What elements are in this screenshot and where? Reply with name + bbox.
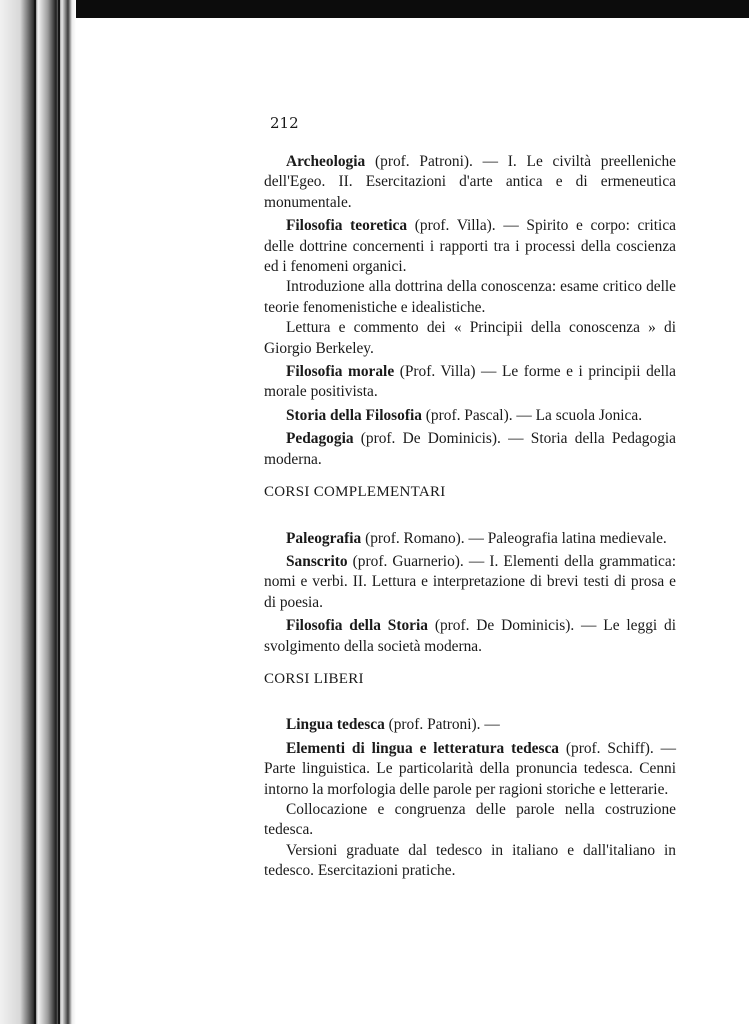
- course-description: (prof. Schiff). — Parte linguistica. Le particolarità della pronuncia tedesca. Cenni intorno la morfologia delle parole per ragioni storiche e letterarie.: [264, 739, 677, 798]
- paragraph: Introduzione alla dottrina della conoscenza: esame critico delle teorie fenomenistiche e idealistiche.: [264, 278, 676, 316]
- course-description: (Prof. Villa) — Le forme e i principii della morale positivista.: [264, 363, 676, 401]
- section-heading-liberi: CORSI LIBERI: [264, 670, 364, 687]
- course-title: Paleografia: [286, 529, 362, 547]
- spine-line: [34, 0, 36, 1024]
- entry-filosofia-teoretica: [264, 216, 676, 277]
- course-title: Filosofia teoretica: [286, 217, 408, 235]
- page-text: [264, 152, 676, 882]
- scan-top-edge: [0, 0, 749, 18]
- section-heading-complementari: CORSI COMPLEMENTARI: [264, 484, 446, 501]
- course-description: (prof. Pascal). — La scuola Jonica.: [421, 406, 643, 424]
- entry-pedagogia: [264, 429, 676, 470]
- course-description: (prof. De Dominicis). — Le leggi di svolgimento della società moderna.: [264, 617, 676, 655]
- course-title: Elementi di lingua e letteratura tedesca: [286, 739, 559, 757]
- page-number: 212: [270, 114, 299, 132]
- entry-filosofia-storia: [264, 616, 676, 657]
- course-description: (prof. Villa). — Spirito e corpo: critica delle dottrine concernenti i rapporti tra i processi della coscienza ed i fenomeni organici.: [264, 217, 676, 276]
- course-title: Storia della Filosofia: [286, 406, 422, 424]
- course-description: (prof. Patroni). —: [384, 716, 500, 734]
- course-description: (prof. Guarnerio). — I. Elementi della grammatica: nomi e verbi. II. Lettura e interpretazione di brevi testi di prosa e di poesia.: [264, 552, 676, 611]
- entry-lingua-tedesca: [264, 715, 676, 735]
- course-description: (prof. De Dominicis). — Storia della Pedagogia moderna.: [264, 430, 676, 468]
- entry-paleografia: [264, 529, 676, 549]
- entry-archeologia: [264, 152, 676, 213]
- entry-elementi-tedesca: [264, 739, 676, 800]
- book-spine-edge: [0, 0, 76, 1024]
- course-title: Lingua tedesca: [286, 716, 385, 734]
- paragraph: Collocazione e congruenza delle parole nella costruzione tedesca.: [264, 800, 676, 839]
- paragraph: Versioni graduate dal tedesco in italiano e dall'italiano in tedesco. Esercitazioni pratiche.: [264, 841, 676, 880]
- entry-sanscrito: [264, 552, 676, 613]
- course-title: Sanscrito: [286, 552, 348, 570]
- entry-storia-filosofia: [264, 406, 676, 426]
- course-title: Filosofia morale: [286, 363, 395, 381]
- course-description: (prof. Romano). — Paleografia latina medievale.: [361, 529, 667, 547]
- course-title: Filosofia della Storia: [286, 617, 428, 635]
- course-title: Pedagogia: [286, 430, 354, 448]
- entry-filosofia-morale: [264, 362, 676, 403]
- course-title: Archeologia: [286, 153, 366, 170]
- paragraph: Lettura e commento dei « Principii della conoscenza » di Giorgio Berkeley.: [264, 319, 676, 357]
- course-description: (prof. Patroni). — I. Le civiltà preelleniche dell'Egeo. II. Esercitazioni d'arte antica e di ermeneutica monumentale.: [264, 153, 676, 211]
- spine-line: [58, 0, 60, 1024]
